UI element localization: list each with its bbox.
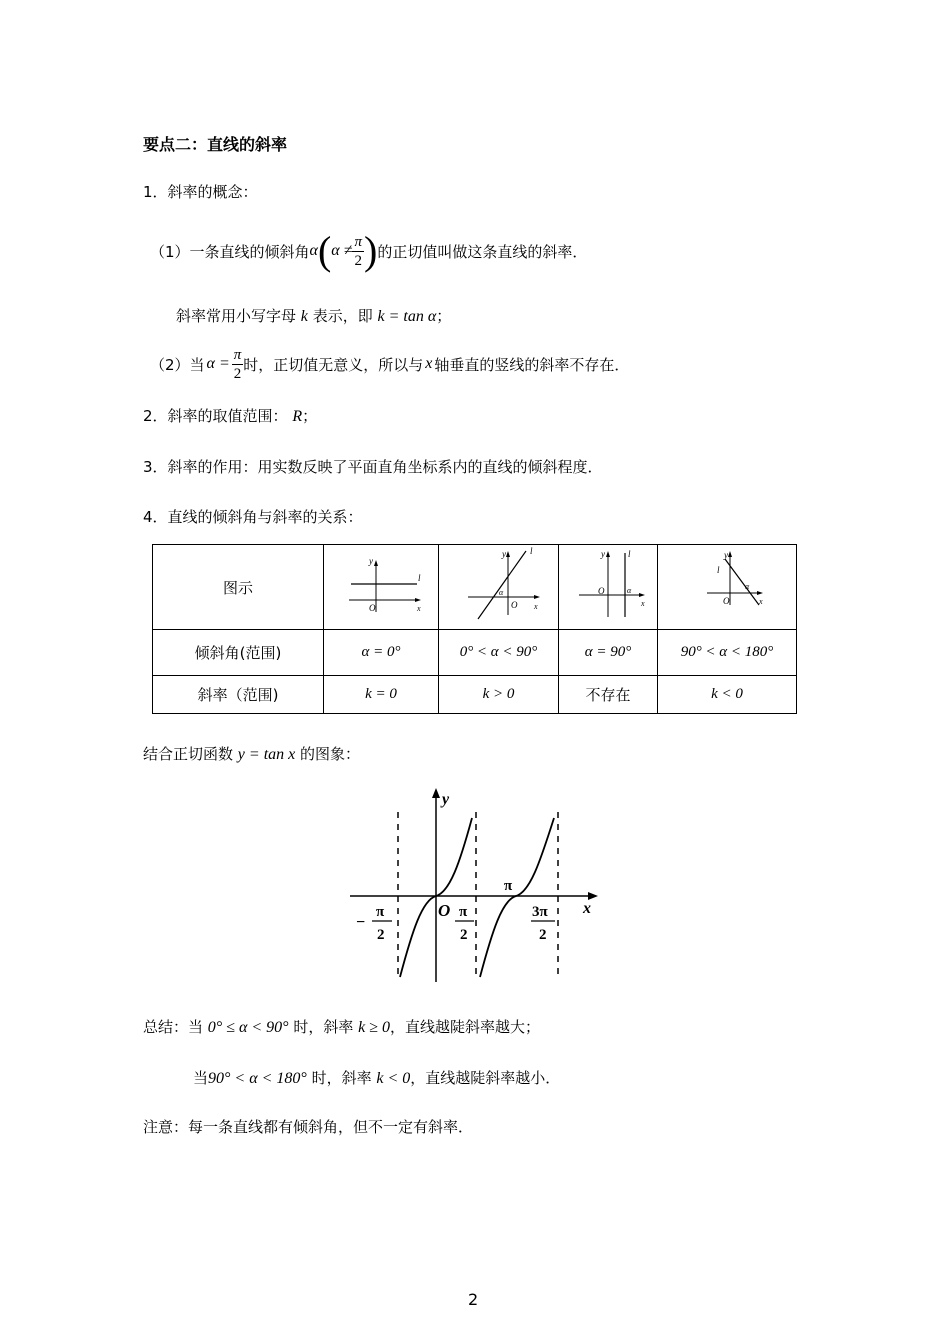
row-header-figure: 图示 (153, 545, 324, 630)
item-1-p2: （2）当 α = $\frac{\pi}{2}$ 时，正切值无意义，所以与 x 轴垂直的竖线的斜率不存在． (150, 346, 630, 382)
item-3: 3．斜率的作用：用实数反映了平面直角坐标系内的直线的倾斜程度． (143, 458, 603, 476)
svg-text:O: O (511, 600, 518, 610)
page-number: 2 (468, 1290, 479, 1309)
svg-text:y: y (369, 556, 373, 566)
svg-text:O: O (723, 596, 730, 606)
figure-cell-vertical (559, 545, 658, 630)
row-header-angle: 倾斜角(范围) (153, 630, 324, 676)
note: 注意：每一条直线都有倾斜角，但不一定有斜率． (143, 1118, 474, 1136)
slope-cell: k = 0 (324, 676, 439, 714)
vertical-line-figure (563, 545, 653, 625)
svg-text:y: y (601, 549, 605, 559)
item-4: 4．直线的倾斜角与斜率的关系： (143, 508, 363, 526)
item-2: 2．斜率的取值范围： R； (143, 407, 318, 425)
svg-text:α: α (745, 582, 750, 591)
tangent-graph (350, 782, 610, 987)
svg-text:y: y (502, 549, 506, 559)
row-header-slope: 斜率（范围) (153, 676, 324, 714)
svg-text:l: l (717, 565, 720, 575)
svg-text:π: π (504, 878, 513, 894)
svg-text:α: α (499, 588, 504, 597)
svg-text:y: y (442, 791, 450, 808)
svg-text:x: x (759, 597, 763, 606)
figure-cell-positive (439, 545, 559, 630)
summary-line-2: 当90° < α < 180° 时，斜率 k < 0，直线越陡斜率越小． (193, 1069, 561, 1087)
svg-text:−: − (356, 914, 366, 931)
svg-text:x: x (417, 604, 421, 613)
summary-line-1: 总结：当 0° ≤ α < 90° 时，斜率 k ≥ 0，直线越陡斜率越大； (143, 1018, 541, 1036)
svg-text:α: α (627, 586, 632, 595)
slope-cell: k < 0 (658, 676, 797, 714)
item-1-p1: （1）一条直线的倾斜角 α ( α ≠ $\frac{\pi}{2}$ ) 的正切值叫做这条直线的斜率． (150, 228, 588, 273)
svg-text:2: 2 (377, 927, 385, 943)
svg-text:2: 2 (539, 927, 547, 943)
angle-cell: 90° < α < 180° (658, 630, 797, 676)
svg-text:x: x (534, 602, 538, 611)
svg-text:l: l (418, 573, 421, 583)
svg-text:3π: 3π (532, 904, 548, 920)
angle-cell: 0° < α < 90° (439, 630, 559, 676)
horizontal-line-figure (331, 550, 431, 620)
section-heading: 要点二：直线的斜率 (143, 135, 288, 154)
svg-text:O: O (598, 586, 605, 596)
item-1-p1b: 斜率常用小写字母 k 表示，即 k = tan α； (176, 307, 452, 325)
slope-cell: k > 0 (439, 676, 559, 714)
svg-text:2: 2 (460, 927, 468, 943)
svg-text:π: π (376, 904, 385, 920)
figure-cell-horizontal (324, 545, 439, 630)
angle-slope-table (152, 544, 797, 714)
item-1-label: 1．斜率的概念： (143, 183, 258, 201)
svg-text:l: l (628, 549, 631, 559)
fraction-pi-over-2-b: $\frac{\pi}{2}$ (233, 346, 242, 382)
svg-text:x: x (641, 599, 645, 608)
svg-text:O: O (369, 603, 376, 613)
angle-cell: α = 0° (324, 630, 439, 676)
svg-text:π: π (459, 904, 468, 920)
svg-text:O: O (438, 901, 451, 920)
angle-cell: α = 90° (559, 630, 658, 676)
tan-intro: 结合正切函数 y = tan x 的图象： (143, 745, 361, 763)
svg-text:x: x (583, 900, 591, 917)
slope-cell: 不存在 (559, 676, 658, 714)
positive-slope-figure (446, 545, 551, 625)
fraction-pi-over-2: $\frac{\pi}{2}$ (354, 233, 362, 269)
svg-text:l: l (530, 546, 533, 556)
figure-cell-negative (658, 545, 797, 630)
negative-slope-figure (667, 545, 787, 625)
svg-text:y: y (724, 550, 728, 560)
